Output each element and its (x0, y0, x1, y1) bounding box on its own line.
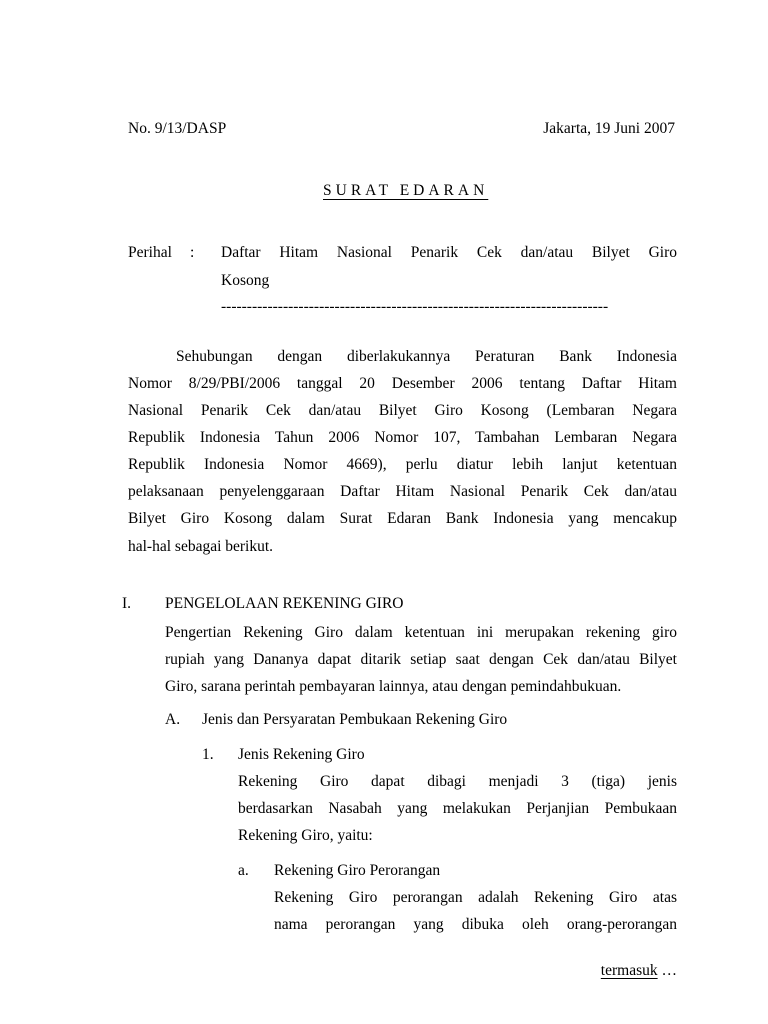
letter-number: No. 9/13/DASP (128, 120, 227, 137)
subsection-a-heading: Jenis dan Persyaratan Pembukaan Rekening Giro (202, 711, 508, 728)
item-1-body-line-2: berdasarkan Nasabah yang melakukan Perjanjian Pembukaan (238, 800, 677, 817)
section-1-body-line-2: rupiah yang Dananya dapat ditarik setiap saat dengan Cek dan/atau Bilyet (165, 651, 677, 668)
item-a-heading: Rekening Giro Perorangan (274, 862, 441, 879)
intro-line-3: Nasional Penarik Cek dan/atau Bilyet Giro Kosong (Lembaran Negara (128, 402, 677, 419)
item-1-body-line-3: Rekening Giro, yaitu: (238, 827, 373, 844)
item-a-body-line-1: Rekening Giro perorangan adalah Rekening Giro atas (274, 889, 677, 906)
letter-place-date: Jakarta, 19 Juni 2007 (543, 120, 675, 137)
perihal-label: Perihal (128, 244, 172, 261)
intro-line-2: Nomor 8/29/PBI/2006 tanggal 20 Desember 2006 tentang Daftar Hitam (128, 375, 677, 392)
intro-line-1: Sehubungan dengan diberlakukannya Peraturan Bank Indonesia (176, 348, 677, 365)
perihal-colon: : (190, 244, 195, 261)
item-a-body-line-2: nama perorangan yang dibuka oleh orang-perorangan (274, 916, 677, 933)
intro-line-5: Republik Indonesia Nomor 4669), perlu diatur lebih lanjut ketentuan (128, 456, 677, 473)
item-1-heading: Jenis Rekening Giro (238, 746, 365, 763)
item-1-body-line-1: Rekening Giro dapat dibagi menjadi 3 (tiga) jenis (238, 773, 677, 790)
intro-line-7: Bilyet Giro Kosong dalam Surat Edaran Bank Indonesia yang mencakup (128, 510, 677, 527)
continuation-word: termasuk (600, 962, 658, 979)
section-1-body-line-1: Pengertian Rekening Giro dalam ketentuan ini merupakan rekening giro (165, 624, 677, 641)
perihal-line-2: Kosong (221, 272, 270, 289)
item-1-marker: 1. (202, 746, 214, 763)
perihal-line-1: Daftar Hitam Nasional Penarik Cek dan/atau Bilyet Giro (221, 244, 677, 261)
section-1-marker: I. (122, 595, 132, 612)
document-title: SURAT EDARAN (323, 182, 489, 199)
item-a-marker: a. (238, 862, 249, 879)
section-1-heading: PENGELOLAAN REKENING GIRO (165, 595, 404, 612)
perihal-rule: --------------------------------------------------------------------------- (221, 298, 609, 315)
continuation-ellipsis: … (661, 962, 677, 979)
intro-line-6: pelaksanaan penyelenggaraan Daftar Hitam Nasional Penarik Cek dan/atau (128, 483, 677, 500)
intro-line-8: hal-hal sebagai berikut. (128, 538, 274, 555)
page-continuation (601, 962, 677, 980)
section-1-body-line-3: Giro, sarana perintah pembayaran lainnya, atau dengan pemindahbukuan. (165, 678, 622, 695)
intro-line-4: Republik Indonesia Tahun 2006 Nomor 107, Tambahan Lembaran Negara (128, 429, 677, 446)
subsection-a-marker: A. (165, 711, 181, 728)
